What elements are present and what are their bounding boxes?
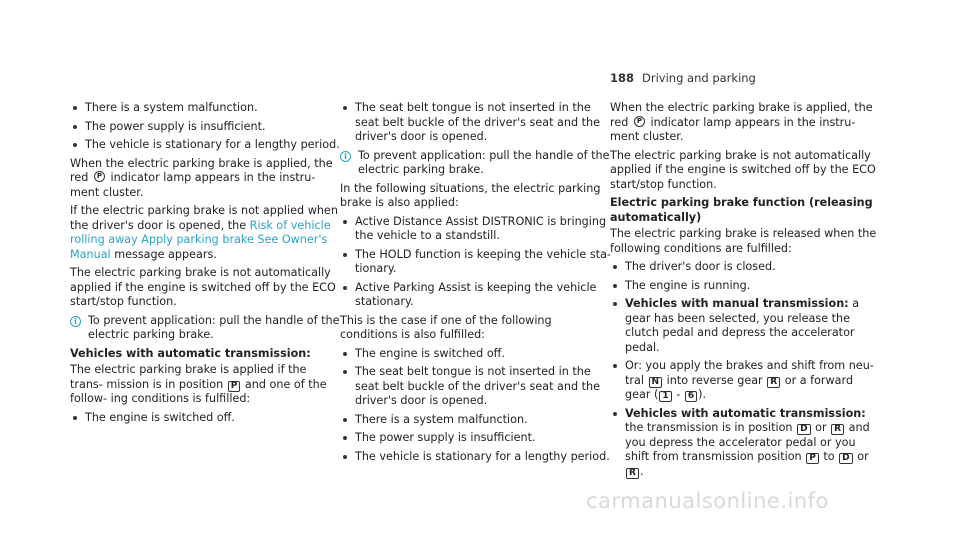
list-item: Vehicles with automatic transmission: the transmission is in position D or R and you depress the accelerator pedal or you shift from transmission position P to D or R . — [610, 407, 882, 480]
gear-key-r-icon: R — [767, 377, 780, 388]
release-conditions-list — [610, 260, 882, 479]
list-item: The HOLD function is keeping the vehicle sta- tionary. — [340, 248, 612, 277]
section-title: Driving and parking — [642, 71, 756, 85]
paragraph: The electric parking brake is not automatically applied if the engine is switched off by the ECO start/stop function. — [70, 266, 336, 308]
note: i To prevent application: pull the handle of the electric parking brake. — [70, 314, 342, 343]
list-item: Vehicles with manual transmission: a gear has been selected, you release the clutch pedal and depress the accelerator pedal. — [610, 297, 882, 355]
page-number: 188 — [610, 71, 635, 85]
list-item: The driver's door is closed. — [610, 260, 882, 275]
paragraph: The electric parking brake is released when the following conditions are fulfilled: — [610, 227, 877, 255]
conditions-list — [340, 101, 612, 145]
gear-key-p-icon: P — [228, 381, 241, 392]
watermark: carmanualsonline.info — [586, 489, 829, 513]
list-item: The seat belt tongue is not inserted in the seat belt buckle of the driver's seat and the driver's door is opened. — [340, 101, 612, 145]
situations-list — [340, 215, 612, 310]
list-item: The engine is switched off. — [70, 411, 342, 426]
conditions-list — [340, 347, 612, 465]
conditions-list — [70, 411, 342, 426]
list-item: Or: you apply the brakes and shift from neu- tral N into reverse gear R or a forward gear ( 1 - 6 ). — [610, 359, 882, 403]
paragraph: This is the case if one of the following conditions is also fulfilled: — [340, 313, 552, 341]
conditions-list — [70, 101, 342, 153]
paragraph: If the electric parking brake is not applied when the driver's door is opened, the Risk of vehicle rolling away Apply parking brake See Owner's Manual message appears. — [70, 204, 338, 261]
gear-key-d-icon: D — [839, 453, 852, 464]
note: i To prevent application: pull the handle of the electric parking brake. — [340, 149, 612, 178]
gear-key-r-icon: R — [831, 424, 844, 435]
paragraph: The electric parking brake is applied if the trans- mission is in position P and one of the follow- ing conditions is fulfilled: — [70, 363, 327, 405]
list-item: The engine is switched off. — [340, 347, 612, 362]
parking-brake-lamp-icon — [634, 116, 645, 127]
paragraph: When the electric parking brake is applied, the red P indicator lamp appears in the instru- ment cluster. — [70, 157, 342, 201]
paragraph: In the following situations, the electric parking brake is also applied: — [340, 181, 601, 209]
page-header — [610, 71, 756, 86]
info-icon: i — [340, 151, 351, 162]
gear-key-1-icon: 1 — [659, 391, 671, 402]
gear-key-p-icon: P — [806, 453, 819, 464]
gear-key-n-icon: N — [649, 377, 663, 388]
list-item: The power supply is insufficient. — [340, 431, 612, 446]
column-1 — [70, 101, 342, 429]
list-item: There is a system malfunction. — [340, 413, 612, 428]
list-item: The seat belt tongue is not inserted in the seat belt buckle of the driver's seat and the driver's door is opened. — [340, 365, 612, 409]
list-item: Active Distance Assist DISTRONIC is bringing the vehicle to a standstill. — [340, 215, 612, 244]
display-message-link[interactable]: Risk of vehicle rolling away Apply parking brake See Owner's Manual — [70, 218, 331, 261]
subheading: Vehicles with automatic transmission: — [70, 346, 311, 360]
subheading: Electric parking brake function (releasing automatically) — [610, 196, 873, 224]
parking-brake-lamp-icon — [94, 171, 105, 182]
gear-key-6-icon: 6 — [685, 391, 697, 402]
column-2 — [340, 101, 612, 468]
gear-key-r-icon: R — [626, 468, 639, 479]
list-item: The engine is running. — [610, 279, 882, 294]
gear-key-d-icon: D — [797, 424, 810, 435]
list-item: The vehicle is stationary for a lengthy period. — [340, 450, 612, 465]
list-item: There is a system malfunction. — [70, 101, 342, 116]
paragraph: When the electric parking brake is applied, the red P indicator lamp appears in the instru- ment cluster. — [610, 101, 882, 145]
info-icon: i — [70, 316, 81, 327]
column-3 — [610, 101, 882, 483]
list-item: Active Parking Assist is keeping the vehicle stationary. — [340, 281, 612, 310]
list-item: The vehicle is stationary for a lengthy period. — [70, 138, 342, 153]
paragraph: The electric parking brake is not automatically applied if the engine is switched off by the ECO start/stop function. — [610, 148, 876, 191]
list-item: The power supply is insufficient. — [70, 120, 342, 135]
